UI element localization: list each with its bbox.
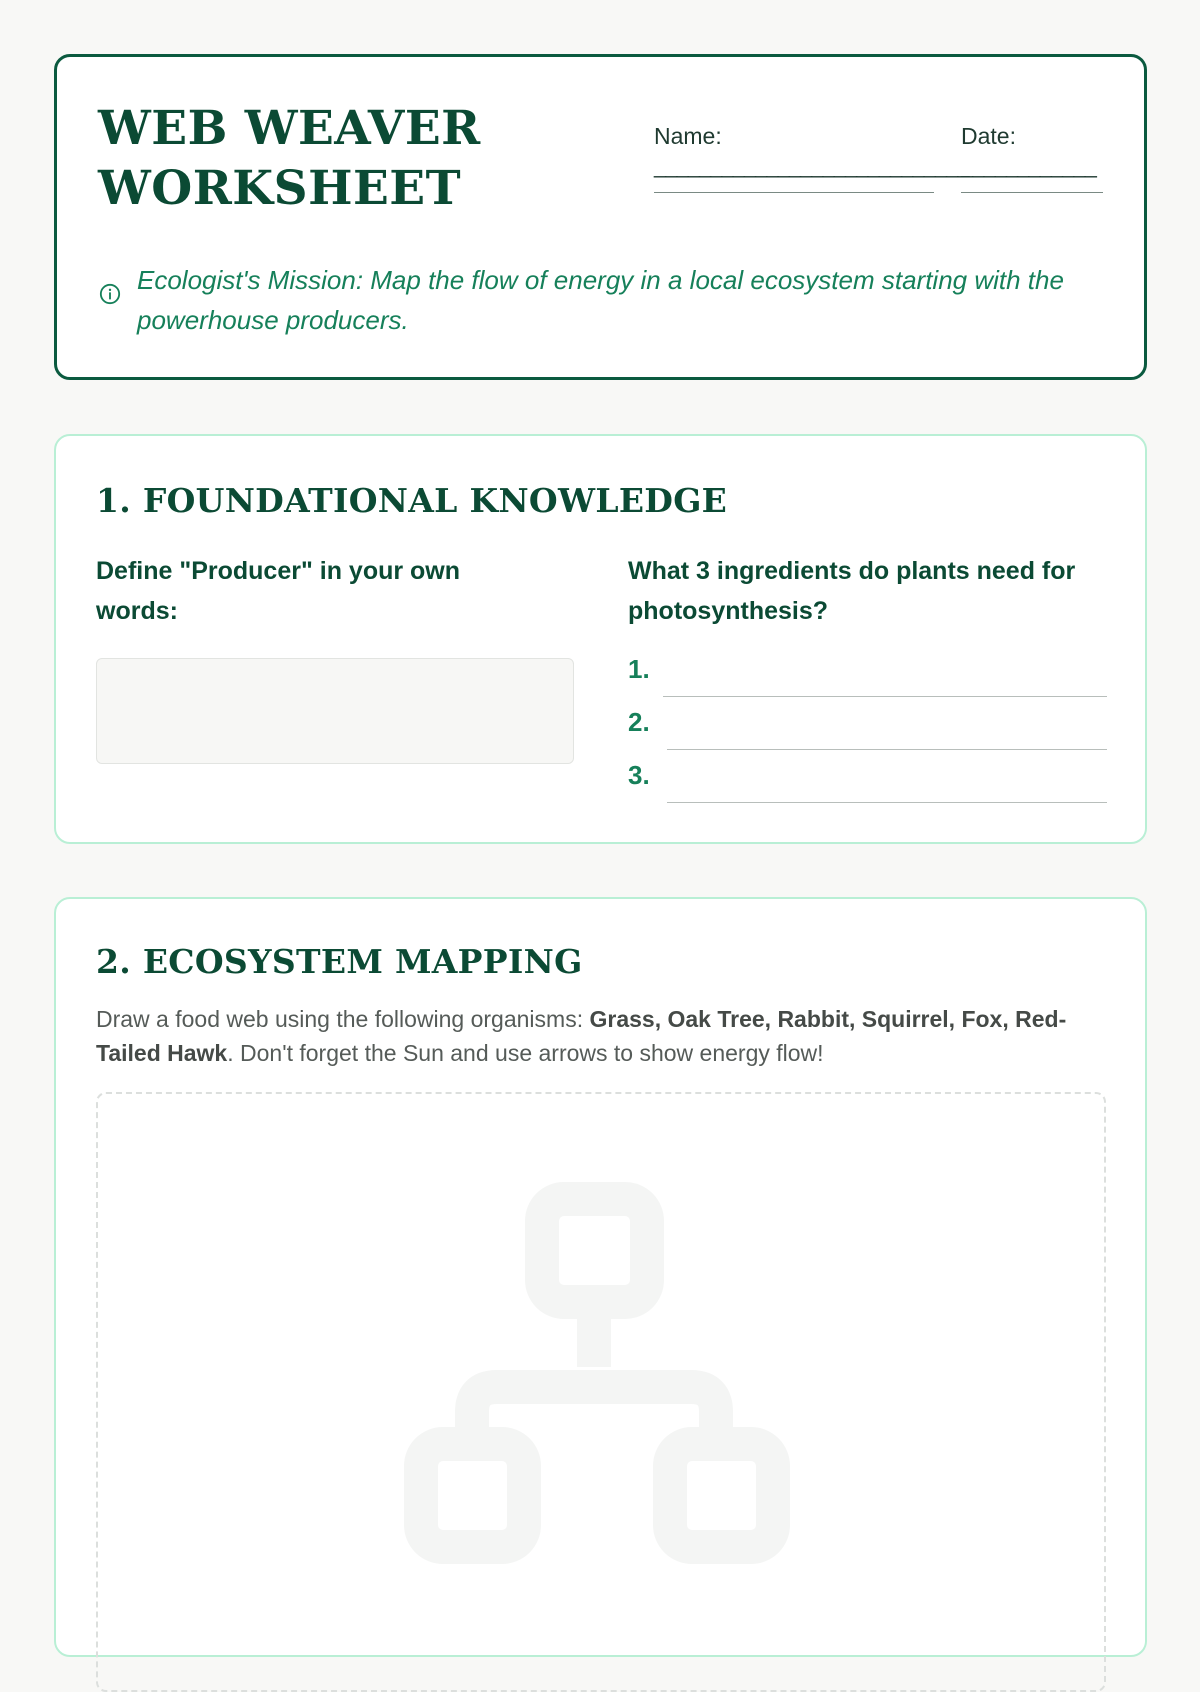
header-card	[54, 54, 1147, 380]
food-web-drawing-area[interactable]	[96, 1092, 1106, 1692]
ingredient-line-1[interactable]	[663, 696, 1107, 697]
question-define-producer: Define "Producer" in your own words:	[96, 557, 461, 625]
ingredient-line-3[interactable]	[667, 802, 1107, 803]
sitemap-icon	[404, 1182, 788, 1572]
answer-number: 2.	[628, 707, 650, 737]
date-label: Date:	[961, 123, 1016, 149]
producer-answer-box[interactable]	[96, 658, 574, 764]
mapping-instructions: Draw a food web using the following organisms: Grass, Oak Tree, Rabbit, Squirrel, Fox, Red-Tailed Hawk. Don't forget the Sun and use arrows to show energy flow!	[96, 1006, 1067, 1066]
info-icon	[99, 283, 121, 305]
worksheet-title: WEB WEAVER WORKSHEET	[98, 101, 481, 216]
name-field[interactable]	[654, 192, 934, 193]
name-label: Name:	[654, 123, 722, 149]
ingredient-line-2[interactable]	[667, 749, 1107, 750]
date-field[interactable]	[961, 192, 1103, 193]
section-1-title: 1. FOUNDATIONAL KNOWLEDGE	[96, 481, 728, 520]
name-line: ____________________________	[654, 153, 969, 178]
answer-number: 3.	[628, 760, 650, 790]
mission-statement: Ecologist's Mission: Map the flow of energy in a local ecosystem starting with the powerhouse producers.	[137, 265, 1064, 335]
date-line: ____________	[961, 153, 1096, 178]
section-ecosystem-mapping	[54, 897, 1147, 1657]
answer-number: 1.	[628, 654, 650, 684]
question-photosynthesis: What 3 ingredients do plants need for photosynthesis?	[628, 557, 1076, 625]
organism-list: Grass, Oak Tree, Rabbit, Squirrel, Fox, Red-Tailed Hawk	[96, 1006, 1067, 1066]
section-2-title: 2. ECOSYSTEM MAPPING	[96, 942, 583, 981]
section-foundational-knowledge	[54, 434, 1147, 844]
